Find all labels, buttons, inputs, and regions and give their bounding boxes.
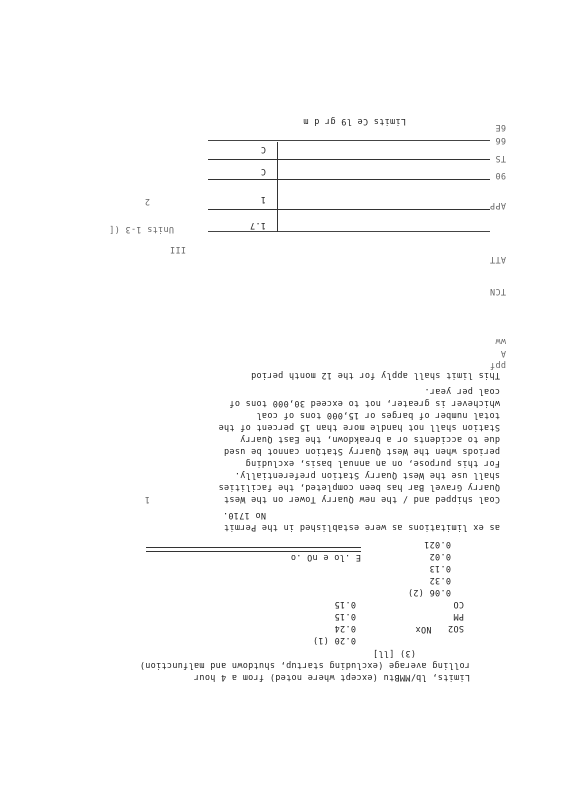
paragraph-2-line-6: due to accidents or a breakdown, the East Quarry [239,434,500,444]
stray-label: Units 1-3 ([ [108,224,174,234]
upper-table-rule [208,179,490,180]
paragraph-1-line-1: as ex limitations as were established in the Permit [223,522,500,532]
paragraph-2-line-3: shall use the West Quarry Station preferentially. [234,470,500,480]
stray-label: APP [489,200,506,210]
paragraph-2-line-10: coal per year. [424,386,500,396]
stray-label: III [169,244,186,254]
stray-label: TS [495,153,506,163]
limit-cell: 0.24 [334,623,356,633]
upper-table-rule [208,209,490,210]
header-line-1: Limits, lb/MMBtu (except where noted) from a 4 hour [193,672,470,682]
limit-cell: 0.15 [334,599,356,609]
upper-table-cell: 1.7 [249,220,266,230]
limit-cell: 0.021 [423,539,451,549]
upper-table-rule [208,159,490,160]
fragment-rule [146,547,361,548]
header-line-2: rolling average (excluding startup, shutdown and malfunction) [139,660,470,670]
stray-label: 2 [144,196,150,206]
table-footer: E .lo e nO .o [290,552,361,562]
stray-label: 90 [495,170,506,180]
paragraph-2-line-7: Station shall not handle more than 15 percent of the [218,422,500,432]
upper-table-cell: C [260,144,266,154]
paragraph-1-line-2: No 1710. [222,510,266,520]
stray-label: A [500,348,506,358]
limit-cell: 0.32 [429,575,451,585]
header-line-3: (3) [ll] [372,648,416,658]
limit-cell: 0.13 [429,563,451,573]
upper-table-cell: 1 [260,194,266,204]
paragraph-3: This limit shall apply for the 12 month period [250,370,500,380]
paragraph-2-line-9: whichever is greater, not to exceed 30,000 tons of [229,398,500,408]
upper-table-cell: C [260,166,266,176]
stray-label: 66 [495,135,506,145]
limit-cell: 0.20 (1) [312,635,356,645]
upper-table-divider [277,142,278,232]
upper-table-header: Limits Ce l9 gr d m [303,116,406,126]
stray-label: TCN [489,286,506,296]
stray-label: 6E [495,122,506,132]
paragraph-2-line-4: For this purpose, on an annual basis, excluding [245,458,500,468]
limit-cell: 0.15 [334,611,356,621]
pollutant-cell: NOx [415,624,432,634]
pollutant-cell: SO2 [447,623,464,633]
pollutant-cell: CO [453,599,464,609]
stray-label: ppf [489,360,506,370]
limit-cell: 0.02 [429,551,451,561]
paragraph-2-line-2: Quarry Gravel Bar has been completed, the facilities [218,482,500,492]
stray-label: ATT [489,254,506,264]
stray-label: 1 [144,494,150,504]
paragraph-2-line-8: total number of barges or 15,000 tons of coal [256,410,500,420]
limit-cell: 0.06 (2) [407,587,451,597]
stray-label: ww [495,336,506,346]
paragraph-2-line-5: periods when the West Quarry Station cannot be used [223,446,500,456]
pollutant-cell: PM [453,611,464,621]
paragraph-2-line-1: Coal shipped and / the new Quarry Tower on the West [223,494,500,504]
